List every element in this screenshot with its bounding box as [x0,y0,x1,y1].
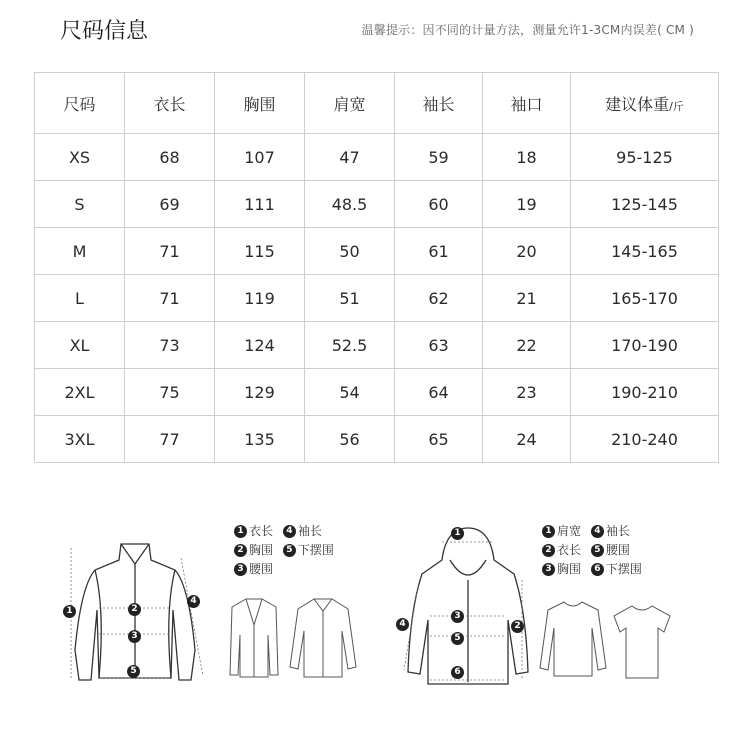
table-cell: 119 [215,275,305,322]
hoodie-marker-6: 6 [451,666,464,679]
table-cell: 124 [215,322,305,369]
table-cell: 56 [305,416,395,463]
table-cell: 115 [215,228,305,275]
table-cell: 52.5 [305,322,395,369]
hoodie-marker-1: 1 [451,527,464,540]
table-cell: 59 [395,134,483,181]
table-row [35,181,719,228]
legend-item: 4 袖长 [591,522,630,541]
hoodie-marker-3: 3 [451,610,464,623]
table-cell: 64 [395,369,483,416]
table-row [35,322,719,369]
weight-label: 建议体重 [605,94,670,114]
table-cell: 62 [395,275,483,322]
table-row [35,228,719,275]
table-cell: 60 [395,181,483,228]
legend-item: 3 腰围 [234,560,273,579]
table-cell: 135 [215,416,305,463]
table-row [35,275,719,322]
hoodie-marker-4: 4 [396,618,409,631]
table-cell: 63 [395,322,483,369]
table-cell: 47 [305,134,395,181]
table-cell: 190-210 [571,369,719,416]
column-header-sleeve: 袖长 [395,73,483,134]
legend-item: 5 下摆围 [283,541,334,560]
table-cell: 71 [125,275,215,322]
table-cell: 170-190 [571,322,719,369]
column-header-shoulder: 肩宽 [305,73,395,134]
jacket-marker-4: 4 [187,595,200,608]
legend-item: 4 袖长 [283,522,322,541]
legend-item: 1 衣长 [234,522,273,541]
suit-jacket-icon [228,595,280,680]
hoodie-legend [542,522,682,579]
table-cell: 210-240 [571,416,719,463]
size-table [34,72,719,463]
table-cell: 22 [483,322,571,369]
table-cell: 19 [483,181,571,228]
table-cell: 68 [125,134,215,181]
legend-item: 5 腰围 [591,541,630,560]
jacket-marker-3: 3 [128,630,141,643]
table-cell: 61 [395,228,483,275]
table-cell: 95-125 [571,134,719,181]
table-cell: 51 [305,275,395,322]
jacket-marker-1: 1 [63,605,76,618]
table-cell: 71 [125,228,215,275]
table-cell: 65 [395,416,483,463]
table-cell: 129 [215,369,305,416]
table-row [35,134,719,181]
hoodie-marker-2: 2 [511,620,524,633]
jacket-legend [234,522,364,579]
table-cell: 50 [305,228,395,275]
measurement-note: 温馨提示：因不同的计量方法，测量允许1-3CM内误差( CM ) [361,23,694,37]
tshirt-icon [612,602,672,682]
table-cell: 2XL [35,369,125,416]
table-cell: M [35,228,125,275]
table-cell: 48.5 [305,181,395,228]
legend-item: 2 衣长 [542,541,581,560]
table-row [35,369,719,416]
table-cell: 107 [215,134,305,181]
table-cell: 73 [125,322,215,369]
table-cell: 24 [483,416,571,463]
page-title: 尺码信息 [60,19,149,44]
column-header-weight [571,73,719,134]
legend-item: 6 下摆围 [591,560,642,579]
column-header-chest: 胸围 [215,73,305,134]
jacket-marker-5: 5 [127,665,140,678]
table-cell: S [35,181,125,228]
weight-unit: /斤 [669,99,684,113]
table-cell: 21 [483,275,571,322]
table-row [35,416,719,463]
hoodie-marker-5: 5 [451,632,464,645]
table-cell: 111 [215,181,305,228]
sweater-icon [538,598,608,680]
table-cell: 165-170 [571,275,719,322]
table-cell: 145-165 [571,228,719,275]
table-cell: XS [35,134,125,181]
table-header-row [35,73,719,134]
column-header-cuff: 袖口 [483,73,571,134]
jacket-marker-2: 2 [128,603,141,616]
table-cell: L [35,275,125,322]
measurement-illustrations [0,510,750,720]
hoodie-measurement-diagram [398,520,538,690]
legend-item: 3 胸围 [542,560,581,579]
table-cell: 18 [483,134,571,181]
table-cell: 20 [483,228,571,275]
table-cell: 125-145 [571,181,719,228]
table-cell: 77 [125,416,215,463]
column-header-length: 衣长 [125,73,215,134]
table-body [35,134,719,463]
table-cell: 54 [305,369,395,416]
legend-item: 2 胸围 [234,541,273,560]
table-cell: 23 [483,369,571,416]
table-cell: 75 [125,369,215,416]
column-header-size: 尺码 [35,73,125,134]
legend-item: 1 肩宽 [542,522,581,541]
table-cell: XL [35,322,125,369]
table-cell: 3XL [35,416,125,463]
table-cell: 69 [125,181,215,228]
shirt-jacket-icon [288,595,358,680]
